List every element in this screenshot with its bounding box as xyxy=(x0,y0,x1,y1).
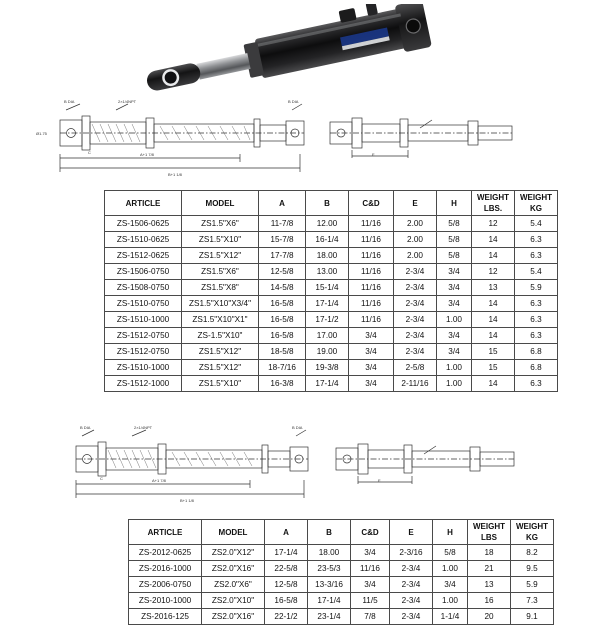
col-weight-lbs: WEIGHT LBS xyxy=(468,520,511,545)
table-cell: 14 xyxy=(472,376,515,392)
table-cell: 16-3/8 xyxy=(259,376,306,392)
table-row xyxy=(129,561,554,577)
dim-label-b-dia-bottom: B DIA xyxy=(80,425,91,430)
table-cell: 14 xyxy=(472,232,515,248)
table-cell: 20 xyxy=(468,609,511,625)
dim-label-diameter: Ø1.75 xyxy=(36,131,47,136)
col-a: A xyxy=(259,191,306,216)
table-cell: 11/16 xyxy=(349,264,394,280)
table-cell: ZS-1510-1000 xyxy=(105,360,182,376)
table-cell: ZS2.0"X12" xyxy=(202,545,265,561)
table-cell: ZS1.5"X8" xyxy=(182,280,259,296)
table-cell: ZS-1510-1000 xyxy=(105,312,182,328)
table-cell: 5.9 xyxy=(515,280,558,296)
col-cd: C&D xyxy=(349,191,394,216)
table-cell: ZS2.0"X10" xyxy=(202,593,265,609)
table-cell: 12-5/8 xyxy=(259,264,306,280)
table-cell: 16-1/4 xyxy=(306,232,349,248)
table-cell: ZS1.5"X10" xyxy=(182,376,259,392)
table-cell: 17-1/4 xyxy=(306,296,349,312)
table-cell: 17-1/4 xyxy=(308,593,351,609)
table-cell: 11/16 xyxy=(349,280,394,296)
table-cell: 8.2 xyxy=(511,545,554,561)
col-b: B xyxy=(306,191,349,216)
table-cell: 2.00 xyxy=(394,248,437,264)
col-a: A xyxy=(265,520,308,545)
table-cell: 11/5 xyxy=(351,593,390,609)
table-cell: ZS-1508-0750 xyxy=(105,280,182,296)
table-cell: ZS-1510-0750 xyxy=(105,296,182,312)
col-h: H xyxy=(437,191,472,216)
dim-label-b-dia: B DIA xyxy=(64,99,75,104)
table-cell: 2-3/4 xyxy=(394,296,437,312)
drawing-row-top xyxy=(0,98,600,186)
table-cell: 14 xyxy=(472,248,515,264)
table-cell: 7/8 xyxy=(351,609,390,625)
table-cell: 3/4 xyxy=(437,328,472,344)
table-cell: 6.8 xyxy=(515,344,558,360)
table-cell: 16 xyxy=(468,593,511,609)
table-cell: ZS2.0"X6" xyxy=(202,577,265,593)
table-cell: 21 xyxy=(468,561,511,577)
dim-label-npt: 2×1/4NPT xyxy=(118,99,137,104)
table-cell: ZS2.0"X16" xyxy=(202,609,265,625)
table-cell: 16-5/8 xyxy=(259,296,306,312)
table-cell: 11/16 xyxy=(351,561,390,577)
table-cell: ZS-1512-0625 xyxy=(105,248,182,264)
col-weight-kg: WEIGHT KG xyxy=(515,191,558,216)
table-cell: 15 xyxy=(472,360,515,376)
cross-section-drawing-bottom xyxy=(0,424,600,512)
table-header-row xyxy=(105,191,558,216)
dim-label-c: C xyxy=(88,150,91,155)
table-row xyxy=(129,545,554,561)
table-cell: ZS-1510-0625 xyxy=(105,232,182,248)
table-cell: ZS-2006-0750 xyxy=(129,577,202,593)
table-cell: ZS1.5"X10"X1" xyxy=(182,312,259,328)
table-cell: 1.00 xyxy=(433,593,468,609)
table-cell: 2-3/4 xyxy=(394,264,437,280)
table-cell: 2.00 xyxy=(394,216,437,232)
table-row xyxy=(105,328,558,344)
table-cell: ZS-1506-0625 xyxy=(105,216,182,232)
dim-label-a-bottom: A+1 7/8 xyxy=(152,478,166,483)
table-cell: 3/4 xyxy=(351,577,390,593)
dim-label-b-dia-2: B DIA xyxy=(288,99,299,104)
table-cell: 11-7/8 xyxy=(259,216,306,232)
spec-table-2 xyxy=(128,519,554,625)
table-cell: 18-5/8 xyxy=(259,344,306,360)
table-cell: ZS-1506-0750 xyxy=(105,264,182,280)
dim-label-b-bottom: B+1 1/8 xyxy=(180,498,194,503)
table-cell: 3/4 xyxy=(437,296,472,312)
table-cell: ZS1.5"X12" xyxy=(182,360,259,376)
table-cell: 14 xyxy=(472,296,515,312)
table-row xyxy=(105,376,558,392)
table-cell: 12 xyxy=(472,264,515,280)
table-cell: 16-5/8 xyxy=(259,328,306,344)
table-cell: 22-5/8 xyxy=(265,561,308,577)
table-cell: ZS1.5"X6" xyxy=(182,264,259,280)
table-cell: 13 xyxy=(468,577,511,593)
table-cell: 16-5/8 xyxy=(265,593,308,609)
table-cell: 16-5/8 xyxy=(259,312,306,328)
table-cell: 3/4 xyxy=(437,280,472,296)
dim-label-e-bottom: E xyxy=(378,478,381,483)
table-cell: 17-1/4 xyxy=(306,376,349,392)
col-e: E xyxy=(394,191,437,216)
table-cell: 3/4 xyxy=(349,328,394,344)
dim-label-a: A+1 7/8 xyxy=(140,152,154,157)
table-cell: 3/4 xyxy=(437,344,472,360)
cross-section-drawing-top xyxy=(0,98,600,186)
table-cell: ZS-2012-0625 xyxy=(129,545,202,561)
table-cell: ZS-1.5"X10" xyxy=(182,328,259,344)
table-cell: 6.8 xyxy=(515,360,558,376)
table-cell: 14 xyxy=(472,312,515,328)
table-cell: 12 xyxy=(472,216,515,232)
table-cell: 15 xyxy=(472,344,515,360)
table-cell: ZS-1512-0750 xyxy=(105,328,182,344)
col-article: ARTICLE xyxy=(129,520,202,545)
table-cell: ZS2.0"X16" xyxy=(202,561,265,577)
table-cell: ZS1.5"X10" xyxy=(182,232,259,248)
table-row xyxy=(105,360,558,376)
table-cell: 15-1/4 xyxy=(306,280,349,296)
table-cell: ZS1.5"X6" xyxy=(182,216,259,232)
table-cell: 3/4 xyxy=(433,577,468,593)
table-cell: 6.3 xyxy=(515,312,558,328)
table-cell: 2-3/4 xyxy=(394,280,437,296)
table-cell: 5.4 xyxy=(515,216,558,232)
table-cell: 2-3/4 xyxy=(394,328,437,344)
table-cell: 22-1/2 xyxy=(265,609,308,625)
table-row xyxy=(105,296,558,312)
table-cell: 19.00 xyxy=(306,344,349,360)
table-row xyxy=(105,280,558,296)
table-row xyxy=(105,216,558,232)
table-cell: 6.3 xyxy=(515,328,558,344)
col-weight-kg: WEIGHT KG xyxy=(511,520,554,545)
table-header-row xyxy=(129,520,554,545)
dim-label-c-bottom: C xyxy=(100,476,103,481)
table-cell: 11/16 xyxy=(349,296,394,312)
table-cell: 14-5/8 xyxy=(259,280,306,296)
table-cell: 7.3 xyxy=(511,593,554,609)
table-cell: 5/8 xyxy=(437,216,472,232)
table-cell: 11/16 xyxy=(349,232,394,248)
table-cell: 6.3 xyxy=(515,376,558,392)
table-cell: 11/16 xyxy=(349,312,394,328)
table-cell: 5.4 xyxy=(515,264,558,280)
table-cell: 18 xyxy=(468,545,511,561)
col-e: E xyxy=(390,520,433,545)
drawing-row-bottom xyxy=(0,424,600,512)
table-cell: 2.00 xyxy=(394,232,437,248)
table-cell: 18-7/16 xyxy=(259,360,306,376)
table-cell: 1.00 xyxy=(437,360,472,376)
dim-label-e: E xyxy=(372,152,375,157)
col-cd: C&D xyxy=(351,520,390,545)
table-cell: 2-3/4 xyxy=(394,344,437,360)
col-article: ARTICLE xyxy=(105,191,182,216)
table-cell: 2-3/16 xyxy=(390,545,433,561)
col-model: MODEL xyxy=(182,191,259,216)
table-cell: 3/4 xyxy=(437,264,472,280)
table-cell: 17-1/2 xyxy=(306,312,349,328)
table-cell: ZS1.5"X10"X3/4" xyxy=(182,296,259,312)
dim-label-b-dia-bottom-2: B DIA xyxy=(292,425,303,430)
table-cell: 3/4 xyxy=(349,360,394,376)
table-cell: 11/16 xyxy=(349,248,394,264)
table-cell: ZS1.5"X12" xyxy=(182,344,259,360)
table-cell: ZS-2016-1000 xyxy=(129,561,202,577)
table-cell: 19-3/8 xyxy=(306,360,349,376)
col-model: MODEL xyxy=(202,520,265,545)
hydraulic-cylinder-illustration xyxy=(110,4,510,96)
table-cell: 17.00 xyxy=(306,328,349,344)
table-cell: 5/8 xyxy=(437,232,472,248)
table-cell: 2-3/4 xyxy=(390,577,433,593)
table-cell: 13.00 xyxy=(306,264,349,280)
table-cell: 18.00 xyxy=(308,545,351,561)
table-cell: 17-7/8 xyxy=(259,248,306,264)
table-row xyxy=(105,344,558,360)
table-cell: 18.00 xyxy=(306,248,349,264)
table-cell: 23-5/3 xyxy=(308,561,351,577)
table-cell: 3/4 xyxy=(351,545,390,561)
table-cell: 9.5 xyxy=(511,561,554,577)
table-cell: ZS-1512-1000 xyxy=(105,376,182,392)
table-cell: 2-5/8 xyxy=(394,360,437,376)
table-cell: 6.3 xyxy=(515,248,558,264)
table-cell: 2-3/4 xyxy=(390,561,433,577)
table-row xyxy=(105,248,558,264)
table-cell: 5.9 xyxy=(511,577,554,593)
table-cell: 1.00 xyxy=(437,312,472,328)
table-cell: 17-1/4 xyxy=(265,545,308,561)
table-cell: 9.1 xyxy=(511,609,554,625)
table-row xyxy=(105,232,558,248)
table-cell: 2-11/16 xyxy=(394,376,437,392)
table-cell: 13-3/16 xyxy=(308,577,351,593)
table-row xyxy=(129,577,554,593)
table-cell: 6.3 xyxy=(515,232,558,248)
table-cell: 6.3 xyxy=(515,296,558,312)
table-row xyxy=(105,264,558,280)
table-cell: ZS-1512-0750 xyxy=(105,344,182,360)
col-weight-lbs: WEIGHT LBS. xyxy=(472,191,515,216)
table-cell: 15-7/8 xyxy=(259,232,306,248)
table-cell: 2-3/4 xyxy=(390,593,433,609)
table-cell: 12.00 xyxy=(306,216,349,232)
table-cell: 13 xyxy=(472,280,515,296)
table-cell: 1-1/4 xyxy=(433,609,468,625)
table-cell: 12-5/8 xyxy=(265,577,308,593)
table-cell: 5/8 xyxy=(433,545,468,561)
table-cell: ZS1.5"X12" xyxy=(182,248,259,264)
table-cell: 3/4 xyxy=(349,344,394,360)
table-cell: 1.00 xyxy=(433,561,468,577)
table-cell: 2-3/4 xyxy=(394,312,437,328)
table-cell: ZS-2016-125 xyxy=(129,609,202,625)
table-row xyxy=(129,593,554,609)
table-cell: 1.00 xyxy=(437,376,472,392)
table-row xyxy=(129,609,554,625)
dim-label-npt-bottom: 2×1/4NPT xyxy=(134,425,153,430)
table-cell: 2-3/4 xyxy=(390,609,433,625)
table-cell: 23-1/4 xyxy=(308,609,351,625)
product-photo xyxy=(0,0,600,100)
table-row xyxy=(105,312,558,328)
table-cell: 3/4 xyxy=(349,376,394,392)
table-cell: 5/8 xyxy=(437,248,472,264)
table-cell: ZS-2010-1000 xyxy=(129,593,202,609)
spec-table-1 xyxy=(104,190,558,392)
col-h: H xyxy=(433,520,468,545)
table-cell: 11/16 xyxy=(349,216,394,232)
table-cell: 14 xyxy=(472,328,515,344)
col-b: B xyxy=(308,520,351,545)
dim-label-b: B+1 1/8 xyxy=(168,172,182,177)
